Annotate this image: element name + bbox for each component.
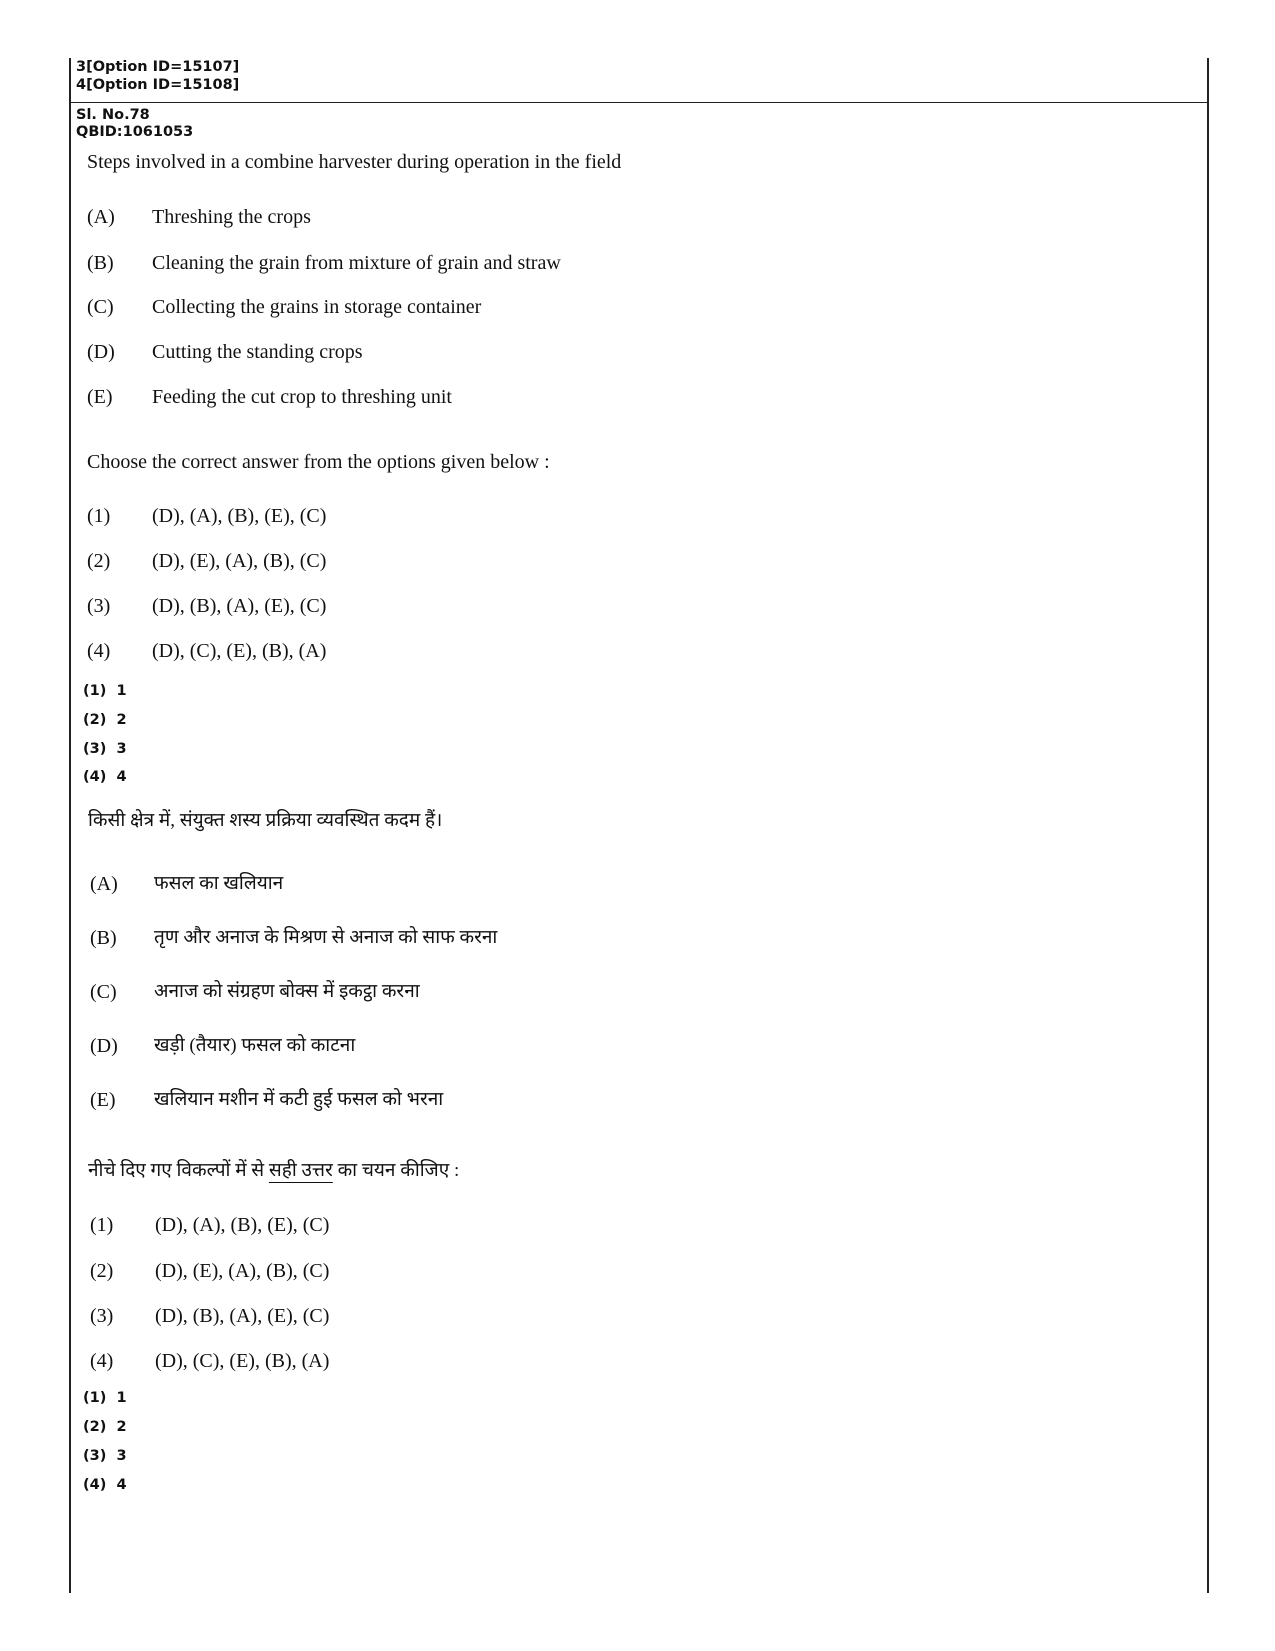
statement-label: (D) — [90, 1035, 118, 1057]
statement-text: फसल का खलियान — [154, 873, 284, 894]
statement-text: Collecting the grains in storage container — [152, 296, 482, 318]
page-border-right — [1207, 58, 1209, 1593]
statement-text: तृण और अनाज के मिश्रण से अनाज को साफ करना — [154, 927, 498, 948]
answer-choice-4[interactable]: (4) 4 — [83, 769, 127, 785]
statement-text: Cutting the standing crops — [152, 341, 363, 363]
statement-text: अनाज को संग्रहण बोक्स में इकट्ठा करना — [154, 981, 420, 1002]
statement-label: (C) — [90, 981, 117, 1003]
statement-text: Cleaning the grain from mixture of grain and straw — [152, 252, 561, 274]
answer-choice-3[interactable]: (3) 3 — [83, 741, 127, 757]
statement-label: (B) — [87, 252, 114, 274]
statement-text: खलियान मशीन में कटी हुई फसल को भरना — [154, 1089, 444, 1110]
question-text-english: Steps involved in a combine harvester during operation in the field — [87, 151, 622, 173]
instruction-hindi — [88, 1158, 459, 1184]
option-label: (1) — [90, 1214, 114, 1236]
answer-choice-1[interactable]: (1) 1 — [83, 683, 127, 699]
question-bank-id: QBID:1061053 — [76, 124, 194, 140]
statement-text: खड़ी (तैयार) फसल को काटना — [154, 1035, 356, 1056]
option-text: (D), (C), (E), (B), (A) — [155, 1350, 330, 1372]
instruction-hindi-emphasis: सही उत्तर — [268, 1160, 333, 1181]
statement-label: (C) — [87, 296, 114, 318]
serial-number: Sl. No.78 — [76, 107, 150, 123]
answer-choice-3[interactable]: (3) 3 — [83, 1448, 127, 1464]
option-label: (2) — [87, 550, 111, 572]
question-text-hindi: किसी क्षेत्र में, संयुक्त शस्य प्रक्रिया व्यवस्थित कदम हैं। — [88, 810, 443, 831]
instruction-hindi-pre: नीचे दिए गए विकल्पों में से — [88, 1160, 269, 1181]
option-label: (2) — [90, 1260, 114, 1282]
instruction-english: Choose the correct answer from the options given below : — [87, 451, 550, 473]
option-text: (D), (B), (A), (E), (C) — [155, 1305, 330, 1327]
option-text: (D), (A), (B), (E), (C) — [155, 1214, 330, 1236]
option-label: (4) — [90, 1350, 114, 1372]
answer-choice-2[interactable]: (2) 2 — [83, 712, 127, 728]
statement-label: (E) — [87, 386, 113, 408]
statement-label: (D) — [87, 341, 115, 363]
section-divider — [69, 102, 1209, 103]
page-border-left — [69, 58, 71, 1593]
option-label: (3) — [87, 595, 111, 617]
option-label: (4) — [87, 640, 111, 662]
option-text: (D), (A), (B), (E), (C) — [152, 505, 327, 527]
statement-label: (A) — [90, 873, 118, 895]
answer-choice-4[interactable]: (4) 4 — [83, 1477, 127, 1493]
option-text: (D), (E), (A), (B), (C) — [155, 1260, 330, 1282]
statement-text: Threshing the crops — [152, 206, 311, 228]
option-label: (1) — [87, 505, 111, 527]
option-text: (D), (B), (A), (E), (C) — [152, 595, 327, 617]
prev-option-4: 4[Option ID=15108] — [76, 77, 240, 93]
statement-text: Feeding the cut crop to threshing unit — [152, 386, 452, 408]
instruction-hindi-post: का चयन कीजिए : — [332, 1160, 460, 1181]
option-text: (D), (E), (A), (B), (C) — [152, 550, 327, 572]
answer-choice-2[interactable]: (2) 2 — [83, 1419, 127, 1435]
answer-choice-1[interactable]: (1) 1 — [83, 1390, 127, 1406]
option-label: (3) — [90, 1305, 114, 1327]
statement-label: (B) — [90, 927, 117, 949]
prev-option-3: 3[Option ID=15107] — [76, 59, 240, 75]
option-text: (D), (C), (E), (B), (A) — [152, 640, 327, 662]
statement-label: (E) — [90, 1089, 116, 1111]
statement-label: (A) — [87, 206, 115, 228]
